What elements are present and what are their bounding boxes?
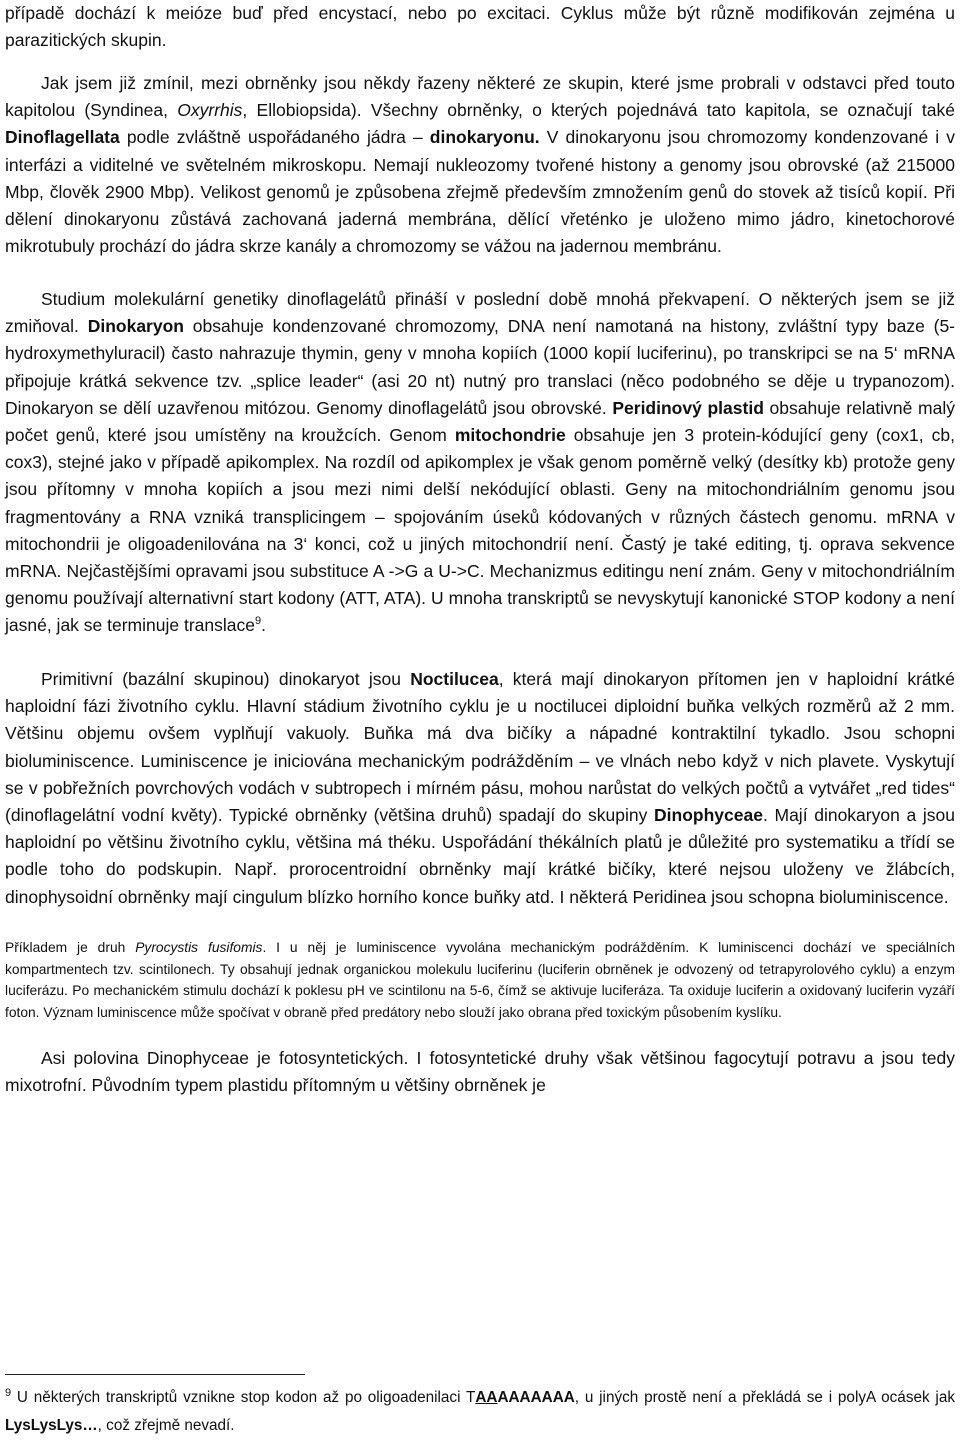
p4-run: , která mají dinokaryon přítomen jen v haploidní krátké haploidní fázi životního cyklu. Hlavní stádium životního cyklu je u noctilucei diploidní buňka velkých rozměrů až 2 mm. Většinu objemu ovšem vyplňují vakuoly. Buňka má dva bičíky a nápadné kontraktilní tykadlo. Jsou schopni bioluminiscence. Luminiscence je iniciována mechanickým podrážděním – ve vlnách nebo když v nich plavete. Vyskytují se v pobřežních povrchových vodách v subtropech i mírném pásu, mohou narůstat do velkých počtů a vytvářet „red tides“ (dinoflagelátní vodní květy). Typické obrněnky (většina druhů) spadají do skupiny xyxy=(5,669,955,826)
p4-run: Primitivní (bazální skupinou) dinokaryot jsou xyxy=(41,669,411,689)
paragraph-molecular-genetics xyxy=(5,286,955,640)
p2-run: Jak jsem již zmínil, mezi obrněnky jsou někdy řazeny některé ze skupin, které jsme probrali v odstavci před touto kapitolou (Syndinea, xyxy=(5,73,955,121)
p3-run: obsahuje jen 3 protein-kódující geny (cox1, cb, cox3), stejné jako v případě apikomplex. Na rozdíl od apikomplex je však genom poměrně velký (desítky kb) protože geny jsou přítomny v mnoha kopiích a jsou mezi nimi delší nekódující oblasti. Geny na mitochondriálním genomu jsou fragmentovány a RNA vzniká transplicingem – spojováním úseků kódovaných v různých částech genomu. mRNA v mitochondrii je oligoadenilována na 3‘ konci, což u jiných mitochondrií není. Častý je také editing, tj. oprava sekvence mRNA. Nejčastějšími opravami jsou substituce A ->G a U->C. Mechanizmus editingu není znám. Geny v mitochondriálním genomu používají alternativní start kodony (ATT, ATA). U mnoha transkriptů se nevyskytují kanonické STOP kodony a není jasné, jak se terminuje translace xyxy=(5,425,955,636)
p3-run: Peridinový plastid xyxy=(612,397,764,418)
footnote-run: , což zřejmě nevadí. xyxy=(97,1417,235,1434)
paragraph-meiosis xyxy=(5,0,955,54)
p4-run: . Mají dinokaryon a jsou haploidní po většinu životního cyklu, většina má théku. Uspořádání thékálních platů je důležité pro systematiku a třídí se podle toho do podskupin. Např. prorocentroidní obrněnky mají krátké bičíky, které nejsou uloženy ve žlábcích, dinophysoidní obrněnky mají cingulum blízko horního konce buňky atd. I některá Peridinea jsou schopna bioluminiscence. xyxy=(5,805,955,907)
p5-run: Pyrocystis fusifomis xyxy=(135,940,263,955)
footnote-number: 9 xyxy=(5,1386,12,1399)
footnote-run: , u jiných prostě není a překládá se i polyA ocásek jak xyxy=(574,1389,955,1406)
p3-run: obsahuje relativně malý počet genů, které jsou umístěny na kroužcích. Genom xyxy=(5,397,955,446)
p5-run: . I u něj je luminiscence vyvolána mechanickým podrážděním. K luminiscenci dochází ve speciálních kompartmentech tzv. scintilonech. Ty obsahují jednak organickou molekulu luciferinu (luciferin obrněnek je odvozený od tetrapyrolového cyklu) a enzym luciferázu. Po mechanickém stimulu dochází k poklesu pH ve scintilonu na 5-6, čímž se aktivuje luciferáza. Ta oxiduje luciferin a oxidovaný luciferin vyzáří foton. Význam luminiscence může spočívat v obraně před predátory nebo slouží jako obrana před toxickým působením kyslíku. xyxy=(5,940,955,1020)
p3-run: Dinokaryon xyxy=(87,316,184,337)
p2-run: Dinoflagellata xyxy=(5,127,120,148)
p5-run: Příkladem je druh xyxy=(5,940,136,955)
footnote-run: LysLysLys… xyxy=(5,1417,98,1434)
p3-run: mitochondrie xyxy=(454,425,566,446)
p4-run: Dinophyceae xyxy=(654,805,763,826)
footnote-text xyxy=(5,1386,955,1434)
footnote-9 xyxy=(5,1384,955,1440)
p3-run: . xyxy=(261,615,266,636)
p2-run: podle zvláštně uspořádaného jádra – xyxy=(119,127,430,148)
p2-run: dinokaryonu. xyxy=(429,127,540,148)
p3-run: Studium molekulární genetiky dinoflagelátů přináší v poslední době mnohá překvapení. O některých jsem se již zmiňoval. xyxy=(5,289,955,337)
p1-run: případě dochází k meióze buď před encystací, nebo po excitaci. Cyklus může být různě modifikován zejména u parazitických skupin. xyxy=(5,3,955,51)
paragraph-dinokaryon-intro xyxy=(5,70,955,260)
p2-run: Oxyrrhis xyxy=(177,100,243,121)
p3-run: 9 xyxy=(254,615,262,628)
paragraph-noctilucea xyxy=(5,666,955,911)
paragraph-pyrocystis-note xyxy=(5,937,955,1023)
paragraph-photosynthesis xyxy=(5,1045,955,1099)
p2-run: , Ellobiopsida). Všechny obrněnky, o kterých pojednává tato kapitola, se označují také xyxy=(242,100,955,121)
footnote-run: U některých transkriptů vznikne stop kodon až po oligoadenilaci T xyxy=(11,1389,476,1406)
p2-run: V dinokaryonu jsou chromozomy kondenzované i v interfázi a viditelné ve světelném mikroskopu. Nemají nukleozomy tvořené histony a genomy jsou obrovské (až 215000 Mbp, člověk 2900 Mbp). Velikost genomů je způsobena zřejmě především zmnožením genů do stovek až tisíců kopií. Při dělení dinokaryonu zůstává zachovaná jaderná membrána, dělící vřeténko je uloženo mimo jádro, kinetochorové mikrotubuly prochází do jádra skrze kanály a chromozomy se vážou na jadernou membránu. xyxy=(5,127,955,257)
p6-run: Asi polovina Dinophyceae je fotosyntetických. I fotosyntetické druhy však většinou fagocytují potravu a jsou tedy mixotrofní. Původním typem plastidu přítomným u většiny obrněnek je xyxy=(5,1048,955,1096)
footnote-run: AAAAAAA xyxy=(497,1389,575,1406)
p3-run: obsahuje kondenzované chromozomy, DNA není namotaná na histony, zvláštní typy baze (5-hydroxymethyluracil) často nahrazuje thymin, geny v mnoha kopiích (1000 kopií luciferinu), po transkripci se na 5‘ mRNA připojuje krátká sekvence tzv. „splice leader“ (asi 20 nt) nutný pro translaci (něco podobného se děje u trypanozom). Dinokaryon se dělí uzavřenou mitózou. Genomy dinoflagelátů jsou obrovské. xyxy=(5,316,956,418)
footnote-run: AA xyxy=(475,1389,498,1406)
p4-run: Noctilucea xyxy=(410,669,499,689)
footnote-separator xyxy=(5,1374,305,1375)
